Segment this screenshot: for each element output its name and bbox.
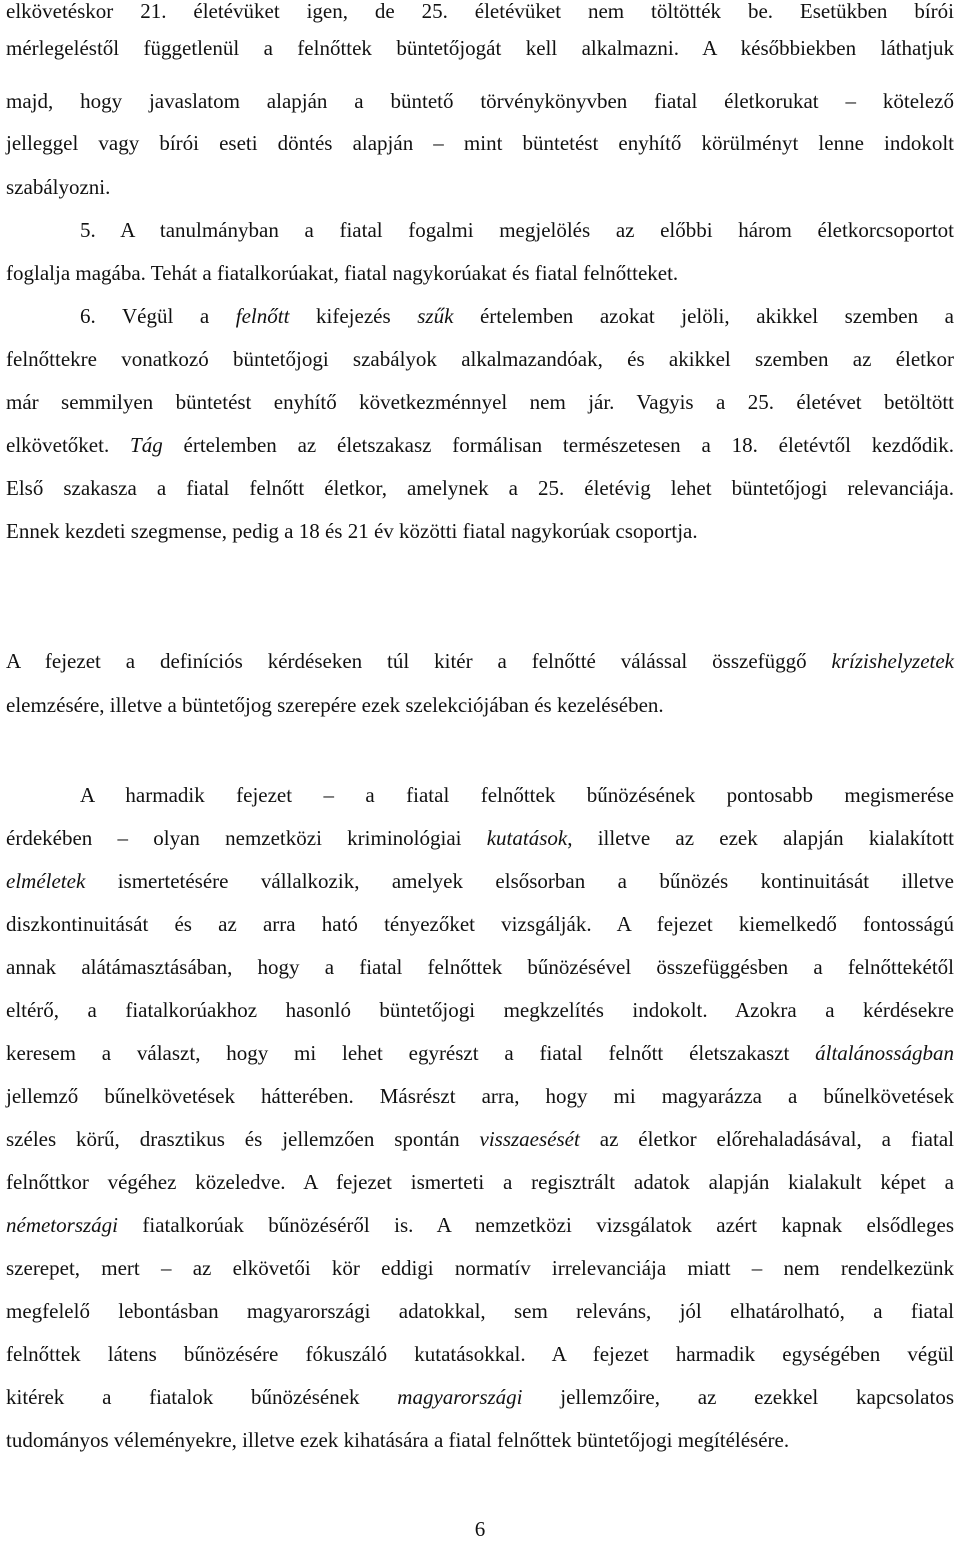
- text-line: jellemző bűnelkövetések hátterében. Másrészt arra, hogy mi magyarázza a bűnelkövetések: [6, 1084, 954, 1108]
- text-line: tudományos véleményekre, illetve ezek kihatására a fiatal felnőttek büntetőjogi megítélésére.: [6, 1428, 790, 1452]
- text-line: elkövetőket. Tág értelemben az életszakasz formálisan természetesen a 18. életévtől kezdődik.: [6, 433, 955, 457]
- text-line: A harmadik fejezet – a fiatal felnőttek bűnözésének pontosabb megismerése: [80, 783, 954, 807]
- emphasis: visszaesését: [479, 1127, 580, 1151]
- emphasis: szűk: [417, 304, 454, 328]
- text-line: majd, hogy javaslatom alapján a büntető törvénykönyvben fiatal életkorukat – kötelező: [6, 89, 954, 113]
- text-line: A fejezet a definíciós kérdéseken túl kitér a felnőtté válással összefüggő krízishelyzetek: [6, 649, 954, 673]
- emphasis: általánosságban: [815, 1041, 954, 1065]
- page-number: 6: [474, 1517, 486, 1541]
- text-line: elemzésére, illetve a büntetőjog szerepére ezek szelekciójában és kezelésében.: [6, 693, 664, 717]
- text-line: annak alátámasztásában, hogy a fiatal felnőttek bűnözésével összefüggésben a felnőttekétől: [6, 955, 954, 979]
- emphasis: felnőtt: [235, 304, 290, 328]
- text-line: 5. A tanulmányban a fiatal fogalmi megjelölés az előbbi három életkorcsoportot: [80, 218, 954, 242]
- text-line: szabályozni.: [6, 175, 111, 199]
- text-line: szerepet, mert – az elkövetői kör eddigi normatív irrelevanciája miatt – nem rendelkezünk: [6, 1256, 954, 1280]
- text-line: Ennek kezdeti szegmense, pedig a 18 és 21 év közötti fiatal nagykorúak csoportja.: [6, 519, 698, 543]
- text-line: érdekében – olyan nemzetközi kriminológiai kutatások, illetve az ezek alapján kialakított: [6, 826, 954, 850]
- text-line: mérlegeléstől függetlenül a felnőttek büntetőjogát kell alkalmazni. A későbbiekben láthatjuk: [6, 36, 954, 60]
- emphasis: elméletek: [6, 869, 86, 893]
- emphasis: németországi: [6, 1213, 118, 1237]
- text-line: Első szakasza a fiatal felnőtt életkor, amelynek a 25. életévig lehet büntetőjogi relevanciája.: [6, 476, 954, 500]
- emphasis: magyarországi: [397, 1385, 523, 1409]
- emphasis: kutatások: [486, 826, 568, 850]
- text-line: már semmilyen büntetést enyhítő következménnyel nem jár. Vagyis a 25. életévet betöltött: [6, 390, 954, 414]
- text-line: eltérő, a fiatalkorúakhoz hasonló büntetőjogi megkzelítés indokolt. Azokra a kérdésekre: [6, 998, 954, 1022]
- text-line: felnőttekre vonatkozó büntetőjogi szabályok alkalmazandóak, és akikkel szemben az életkor: [6, 347, 954, 371]
- text-line: diszkontinuitását és az arra ható tényezőket vizsgálják. A fejezet kiemelkedő fontosságú: [6, 912, 954, 936]
- text-line: elméletek ismertetésére vállalkozik, amelyek elsősorban a bűnözés kontinuitását illetve: [6, 869, 954, 893]
- text-line: felnőttek látens bűnözésére fókuszáló kutatásokkal. A fejezet harmadik egységében végül: [6, 1342, 954, 1366]
- emphasis: krízishelyzetek: [831, 649, 954, 673]
- text-line: jelleggel vagy bírói eseti döntés alapján – mint büntetést enyhítő körülményt lenne indokolt: [6, 131, 954, 155]
- text-line: elkövetéskor 21. életévüket igen, de 25. életévüket nem töltötték be. Esetükben bírói: [6, 0, 954, 23]
- text-line: foglalja magába. Tehát a fiatalkorúakat, fiatal nagykorúakat és fiatal felnőtteket.: [6, 261, 679, 285]
- text-line: 6. Végül a felnőtt kifejezés szűk értelemben azokat jelöli, akikkel szemben a: [80, 304, 954, 328]
- text-line: széles körű, drasztikus és jellemzően spontán visszaesését az életkor előrehaladásával, a fiatal: [6, 1127, 954, 1151]
- text-line: keresem a választ, hogy mi lehet egyrészt a fiatal felnőtt életszakaszt általánosságban: [6, 1041, 954, 1065]
- emphasis: Tág: [130, 433, 163, 457]
- text-line: felnőttkor végéhez közeledve. A fejezet ismerteti a regisztrált adatok alapján kialakult képet a: [6, 1170, 954, 1194]
- text-line: kitérek a fiatalok bűnözésének magyarországi jellemzőire, az ezekkel kapcsolatos: [6, 1385, 955, 1409]
- text-line: megfelelő lebontásban magyarországi adatokkal, sem releváns, jól elhatárolható, a fiatal: [6, 1299, 954, 1323]
- text-line: németországi fiatalkorúak bűnözéséről is. A nemzetközi vizsgálatok azért kapnak elsődleges: [6, 1213, 954, 1237]
